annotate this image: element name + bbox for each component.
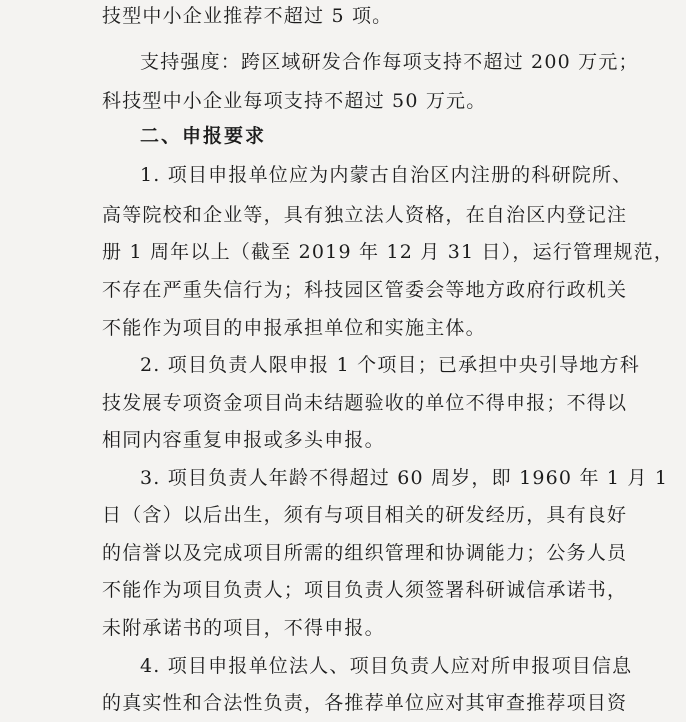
text-line-11: 技发展专项资金项目尚未结题验收的单位不得申报；不得以 [102,392,628,414]
text-line-19: 的真实性和合法性负责，各推荐单位应对其审查推荐项目资 [102,692,628,714]
text-line-9: 不能作为项目的申报承担单位和实施主体。 [102,317,486,339]
text-line-13: 3. 项目负责人年龄不得超过 60 周岁，即 1960 年 1 月 1 [140,467,669,489]
text-line-18: 4. 项目申报单位法人、项目负责人应对所申报项目信息 [140,655,633,677]
text-line-14: 日（含）以后出生，须有与项目相关的研发经历，具有良好 [102,504,628,526]
text-line-12: 相同内容重复申报或多头申报。 [102,429,385,451]
section-heading: 二、申报要求 [140,125,267,147]
text-line-15: 的信誉以及完成项目所需的组织管理和协调能力；公务人员 [102,542,628,564]
text-line-8: 不存在严重失信行为；科技园区管委会等地方政府行政机关 [102,279,628,301]
text-line-2: 支持强度：跨区域研发合作每项支持不超过 200 万元； [140,51,639,73]
text-line-17: 未附承诺书的项目，不得申报。 [102,617,385,639]
text-line-10: 2. 项目负责人限申报 1 个项目；已承担中央引导地方科 [140,354,640,376]
bleed-through-text [400,14,480,40]
text-line-6: 高等院校和企业等，具有独立法人资格，在自治区内登记注 [102,204,628,226]
text-line-3: 科技型中小企业每项支持不超过 50 万元。 [102,90,487,112]
text-line-5: 1. 项目申报单位应为内蒙古自治区内注册的科研院所、 [140,164,633,186]
text-line-16: 不能作为项目负责人；项目负责人须签署科研诚信承诺书， [102,579,628,601]
text-line-7: 册 1 周年以上（截至 2019 年 12 月 31 日），运行管理规范， [102,241,675,263]
text-line-1: 技型中小企业推荐不超过 5 项。 [102,5,393,27]
